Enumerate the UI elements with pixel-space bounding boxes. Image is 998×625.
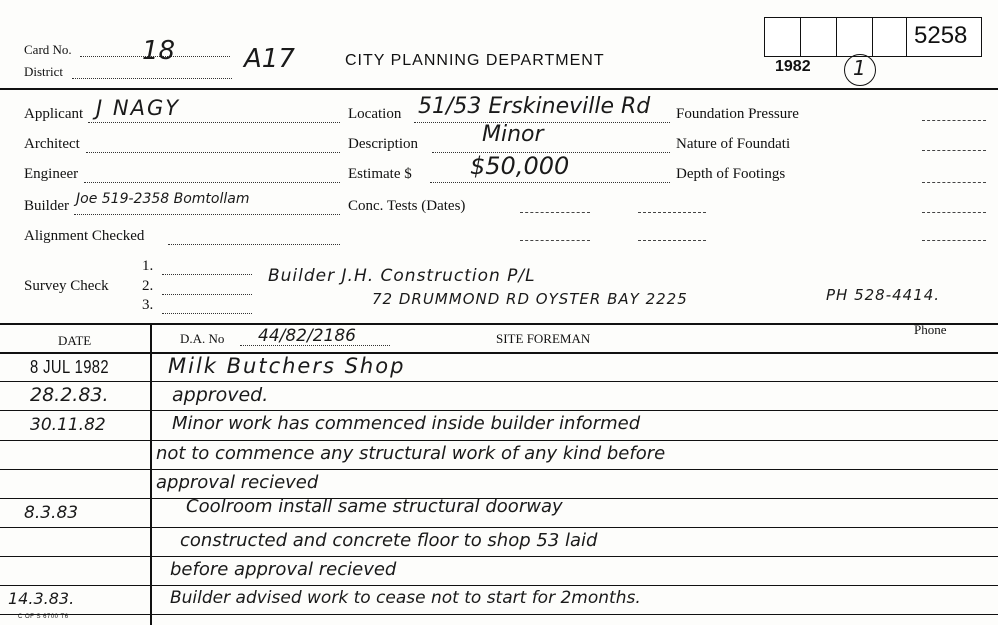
depth-footings-line [922,182,986,183]
entry-text: Milk Butchers Shop [168,354,406,378]
row-line [0,527,998,528]
district-value: A17 [244,44,295,74]
row-line [0,469,998,470]
date-column-divider [150,323,152,625]
card-no-label: Card No. [24,42,72,57]
row-line [0,614,998,615]
entry-text: constructed and concrete floor to shop 53 laid [180,530,598,551]
description-value: Minor [482,122,544,147]
survey-3-line [162,313,252,314]
entry-date: 28.2.83. [30,384,109,406]
builder-note-line2: 72 DRUMMOND RD OYSTER BAY 2225 [372,290,688,308]
survey-1-line [162,274,252,275]
conc-tests-label: Conc. Tests (Dates) [348,198,466,214]
number-box-3 [836,17,874,57]
year: 1982 [775,58,811,75]
entry-date: 14.3.83. [8,589,75,608]
date-column-label: DATE [58,333,92,348]
depth-footings-label: Depth of Footings [676,166,786,182]
survey-2: 2. [142,278,154,294]
right-dash-1 [922,212,986,213]
estimate-line [430,182,670,183]
row-line [0,556,998,557]
entry-text: not to commence any structural work of any kind before [156,443,666,464]
builder-value: Joe 519-2358 Bomtollam [76,191,250,207]
builder-line [74,214,340,215]
applicant-value: J NAGY [96,96,181,120]
da-label: D.A. No [180,331,225,346]
right-dash-2 [922,240,986,241]
estimate-label: Estimate $ [348,166,412,182]
survey-1: 1. [142,258,154,274]
row-line [0,440,998,441]
district-line [72,78,232,79]
builder-note-line1: Builder J.H. Construction P/L [268,266,536,286]
number-box-4 [872,17,910,57]
survey-3: 3. [142,297,154,313]
location-value: 51/53 Erskineville Rd [418,94,651,119]
foundation-pressure-line [922,120,986,121]
builder-label: Builder [24,198,69,214]
architect-label: Architect [24,136,80,152]
row-line [0,381,998,382]
location-label: Location [348,106,402,122]
description-label: Description [348,136,418,152]
alignment-dash-1 [520,240,590,241]
phone-label: Phone [914,322,947,337]
site-foreman-label: SITE FOREMAN [496,331,591,346]
divider-top [0,88,998,90]
alignment-label: Alignment Checked [24,228,145,244]
row-line [0,585,998,586]
alignment-dash-2 [638,240,706,241]
entry-text: Builder advised work to cease not to start for 2months. [170,588,641,608]
entry-text: Coolroom install same structural doorway [186,496,563,517]
footer-code: C OF S 6700 T6 [18,614,69,620]
estimate-value: $50,000 [470,152,570,180]
builder-note-phone: PH 528-4414. [826,286,941,304]
department-title: CITY PLANNING DEPARTMENT [345,52,605,69]
row-line [0,410,998,411]
alignment-line [168,244,340,245]
district-label: District [24,64,63,79]
entry-text: Minor work has commenced inside builder informed [172,413,641,434]
entry-date: 8.3.83 [24,503,79,523]
engineer-line [84,182,340,183]
nature-foundation-line [922,150,986,151]
entry-text: approved. [172,384,269,406]
conc-tests-line-1 [520,212,590,213]
applicant-line [88,122,340,123]
da-value: 44/82/2186 [258,326,356,346]
conc-tests-line-2 [638,212,706,213]
entry-date: 30.11.82 [30,415,106,435]
number-box-1 [764,17,802,57]
survey-2-line [162,294,252,295]
entry-text: before approval recieved [170,559,397,580]
card-number: 5258 [914,22,968,49]
foundation-pressure-label: Foundation Pressure [676,106,799,122]
entry-date: 8 JUL 1982 [30,357,110,377]
circled-number-value: 1 [853,56,866,80]
number-box-2 [800,17,838,57]
architect-line [86,152,340,153]
nature-foundation-label: Nature of Foundati [676,136,791,152]
card-no-value: 18 [142,36,176,66]
entry-text: approval recieved [156,472,319,493]
engineer-label: Engineer [24,166,79,182]
survey-label: Survey Check [24,278,109,294]
applicant-label: Applicant [24,106,84,122]
